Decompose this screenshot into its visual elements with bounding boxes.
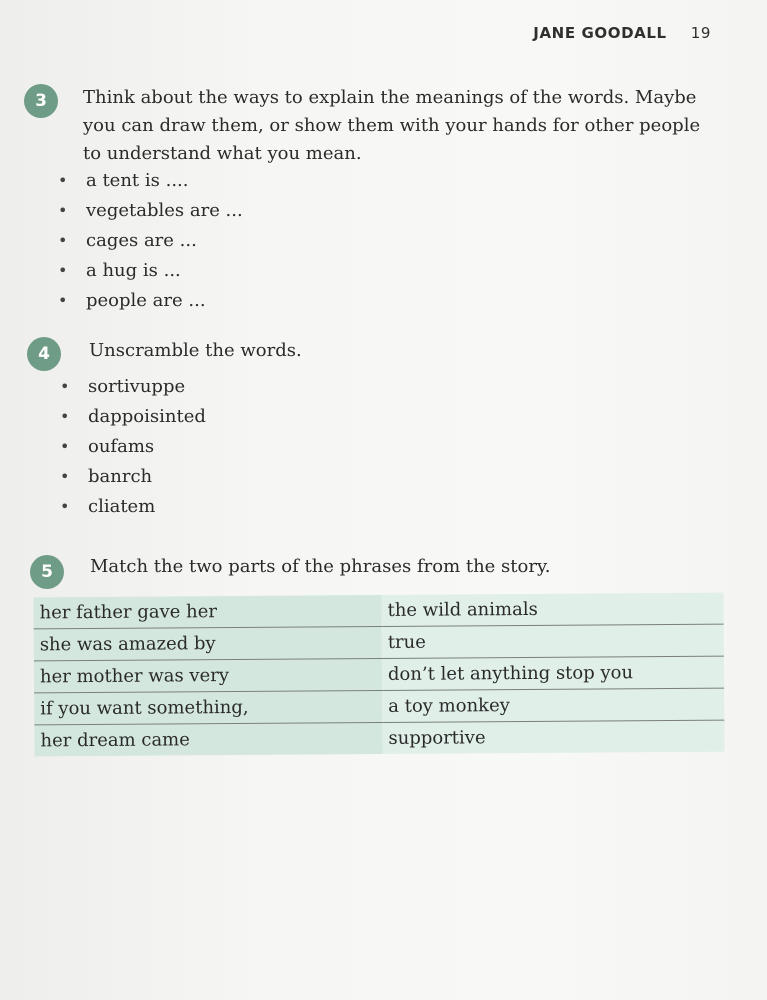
list-item: • cliatem [60,492,206,522]
table-cell-left: her father gave her [33,595,381,629]
table-cell-right: don’t let anything stop you [382,656,724,690]
list-item: • vegetables are ... [58,196,243,226]
table-cell-left: her mother was very [34,658,382,692]
list-item: • a hug is ... [58,256,243,286]
exercise-3-list [58,166,243,316]
exercise-number-badge: 3 [24,84,58,118]
table-row [34,656,724,693]
exercise-number-badge: 4 [27,337,61,371]
exercise-instruction: Think about the ways to explain the meanings of the words. Maybe you can draw them, or show them with your hands for other people to understand what you mean. [83,87,701,164]
exercise-4-list [60,372,206,522]
list-item: • cages are ... [58,226,243,256]
exercise-number-badge: 5 [30,555,64,589]
list-item: • oufams [60,432,206,462]
table-row [34,720,724,756]
table-cell-right: the wild animals [381,593,723,627]
list-item: • banrch [60,462,206,492]
table-cell-left: if you want something, [34,690,382,724]
table-cell-left: she was amazed by [34,626,382,660]
exercise-instruction: Match the two parts of the phrases from the story. [90,556,551,577]
table-cell-left: her dream came [34,722,382,756]
list-item: • sortivuppe [60,372,206,402]
table-cell-right: a toy monkey [382,688,724,722]
exercise-instruction: Unscramble the words. [89,340,302,361]
table-cell-right: true [382,624,724,658]
running-header [533,24,711,42]
table-row [34,624,724,661]
table-row [33,593,723,629]
table-cell-right: supportive [382,720,724,754]
list-item: • dappoisinted [60,402,206,432]
table-row [34,688,724,725]
list-item: • a tent is .... [58,166,243,196]
list-item: • people are ... [58,286,243,316]
matching-table [33,593,724,757]
page-number: 19 [690,24,711,42]
chapter-title: JANE GOODALL [533,24,667,42]
